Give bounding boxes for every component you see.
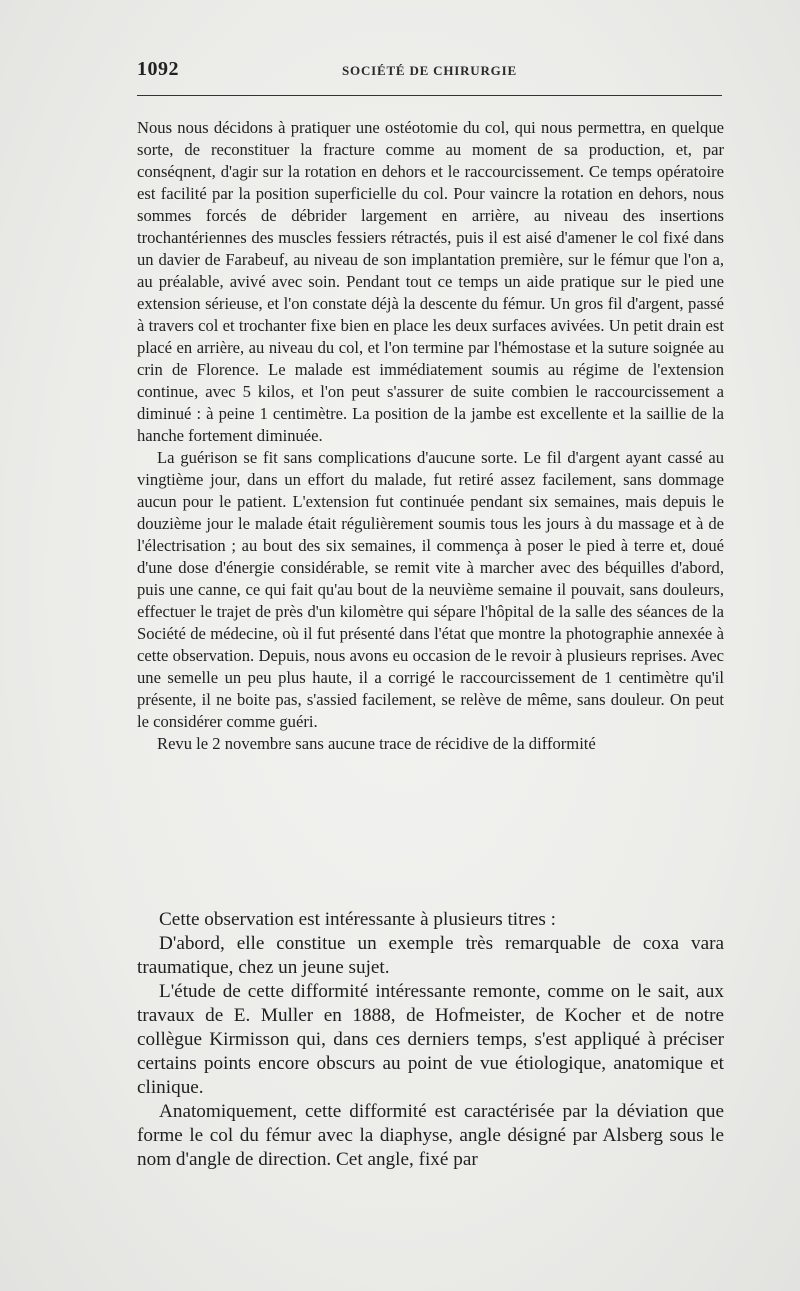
page-number: 1092 bbox=[137, 58, 179, 80]
commentary-paragraph-2: D'abord, elle constitue un exemple très remarquable de coxa vara traumatique, chez un jeune sujet. bbox=[137, 933, 724, 978]
running-title: SOCIÉTÉ DE CHIRURGIE bbox=[342, 63, 517, 78]
commentary-paragraph-1: Cette observation est intéressante à plusieurs titres : bbox=[159, 909, 556, 930]
commentary-paragraph-3: L'étude de cette difformité intéressante remonte, comme on le sait, aux travaux de E. Muller en 1888, de Hofmeister, de Kocher et de notre collègue Kirmisson qui, dans ces derniers temps, s'est appliqué à préciser certains points encore obscurs au point de vue étiologique, anatomique et clinique. bbox=[137, 981, 724, 1098]
page-header bbox=[137, 56, 722, 86]
observation-paragraph-1: Nous nous décidons à pratiquer une ostéotomie du col, qui nous permettra, en quelque sorte, de reconstituer la fracture comme au moment de sa production, et, par conséqnent, d'agir sur la rotation en dehors et le raccourcissement. Ce temps opératoire est facilité par la position superficielle du col. Pour vaincre la rotation en dehors, nous sommes forcés de débrider largement en arrière, au niveau des insertions trochantériennes des muscles fessiers rétractés, puis il est aisé d'amener le col fixé dans un davier de Farabeuf, au niveau de son implantation première, sur le fémur que l'on a, au préalable, avivé avec soin. Pendant tout ce temps un aide pratique sur le pied une extension sérieuse, et l'on constate déjà la descente du fémur. Un gros fil d'argent, passé à travers col et trochanter fixe bien en place les deux surfaces avivées. Un petit drain est placé en arrière, au niveau du col, et l'on termine par l'hémostase et la suture soignée au crin de Florence. Le malade est immédiatement soumis au régime de l'extension continue, avec 5 kilos, et l'on peut s'assurer de suite combien le raccourcissement a diminué : à peine 1 centimètre. La position de la jambe est excellente et la saillie de la hanche fortement diminuée. bbox=[137, 118, 724, 445]
observation-paragraph-3: Revu le 2 novembre sans aucune trace de récidive de la difformité bbox=[157, 734, 596, 753]
commentary-paragraph-4: Anatomiquement, cette difformité est caractérisée par la déviation que forme le col du fémur avec la diaphyse, angle désigné par Alsberg sous le nom d'angle de direction. Cet angle, fixé par bbox=[137, 1101, 724, 1170]
commentary-text bbox=[137, 908, 724, 1172]
header-rule bbox=[137, 95, 722, 96]
observation-paragraph-2: La guérison se fit sans complications d'aucune sorte. Le fil d'argent ayant cassé au vingtième jour, dans un effort du malade, fut retiré assez facilement, sans dommage aucun pour le patient. L'extension fut continuée pendant six semaines, mais depuis le douzième jour le malade était régulièrement soumis tous les jours à du massage et à de l'électrisation ; au bout des six semaines, il commença à poser le pied à terre et, doué d'une dose d'énergie considérable, se remit vite à marcher avec des béquilles d'abord, puis une canne, ce qui fait qu'au bout de la neuvième semaine il pouvait, sans douleurs, effectuer le trajet de près d'un kilomètre qui sépare l'hôpital de la salle des séances de la Société de médecine, où il fut présenté dans l'état que montre la photographie annexée à cette observation. Depuis, nous avons eu occasion de le revoir à plusieurs reprises. Avec une semelle un peu plus haute, il a corrigé le raccourcissement de 1 centimètre qu'il présente, il ne boite pas, s'assied facilement, se relève de même, sans douleur. On peut le considérer comme guéri. bbox=[137, 448, 724, 731]
observation-text bbox=[137, 117, 724, 755]
